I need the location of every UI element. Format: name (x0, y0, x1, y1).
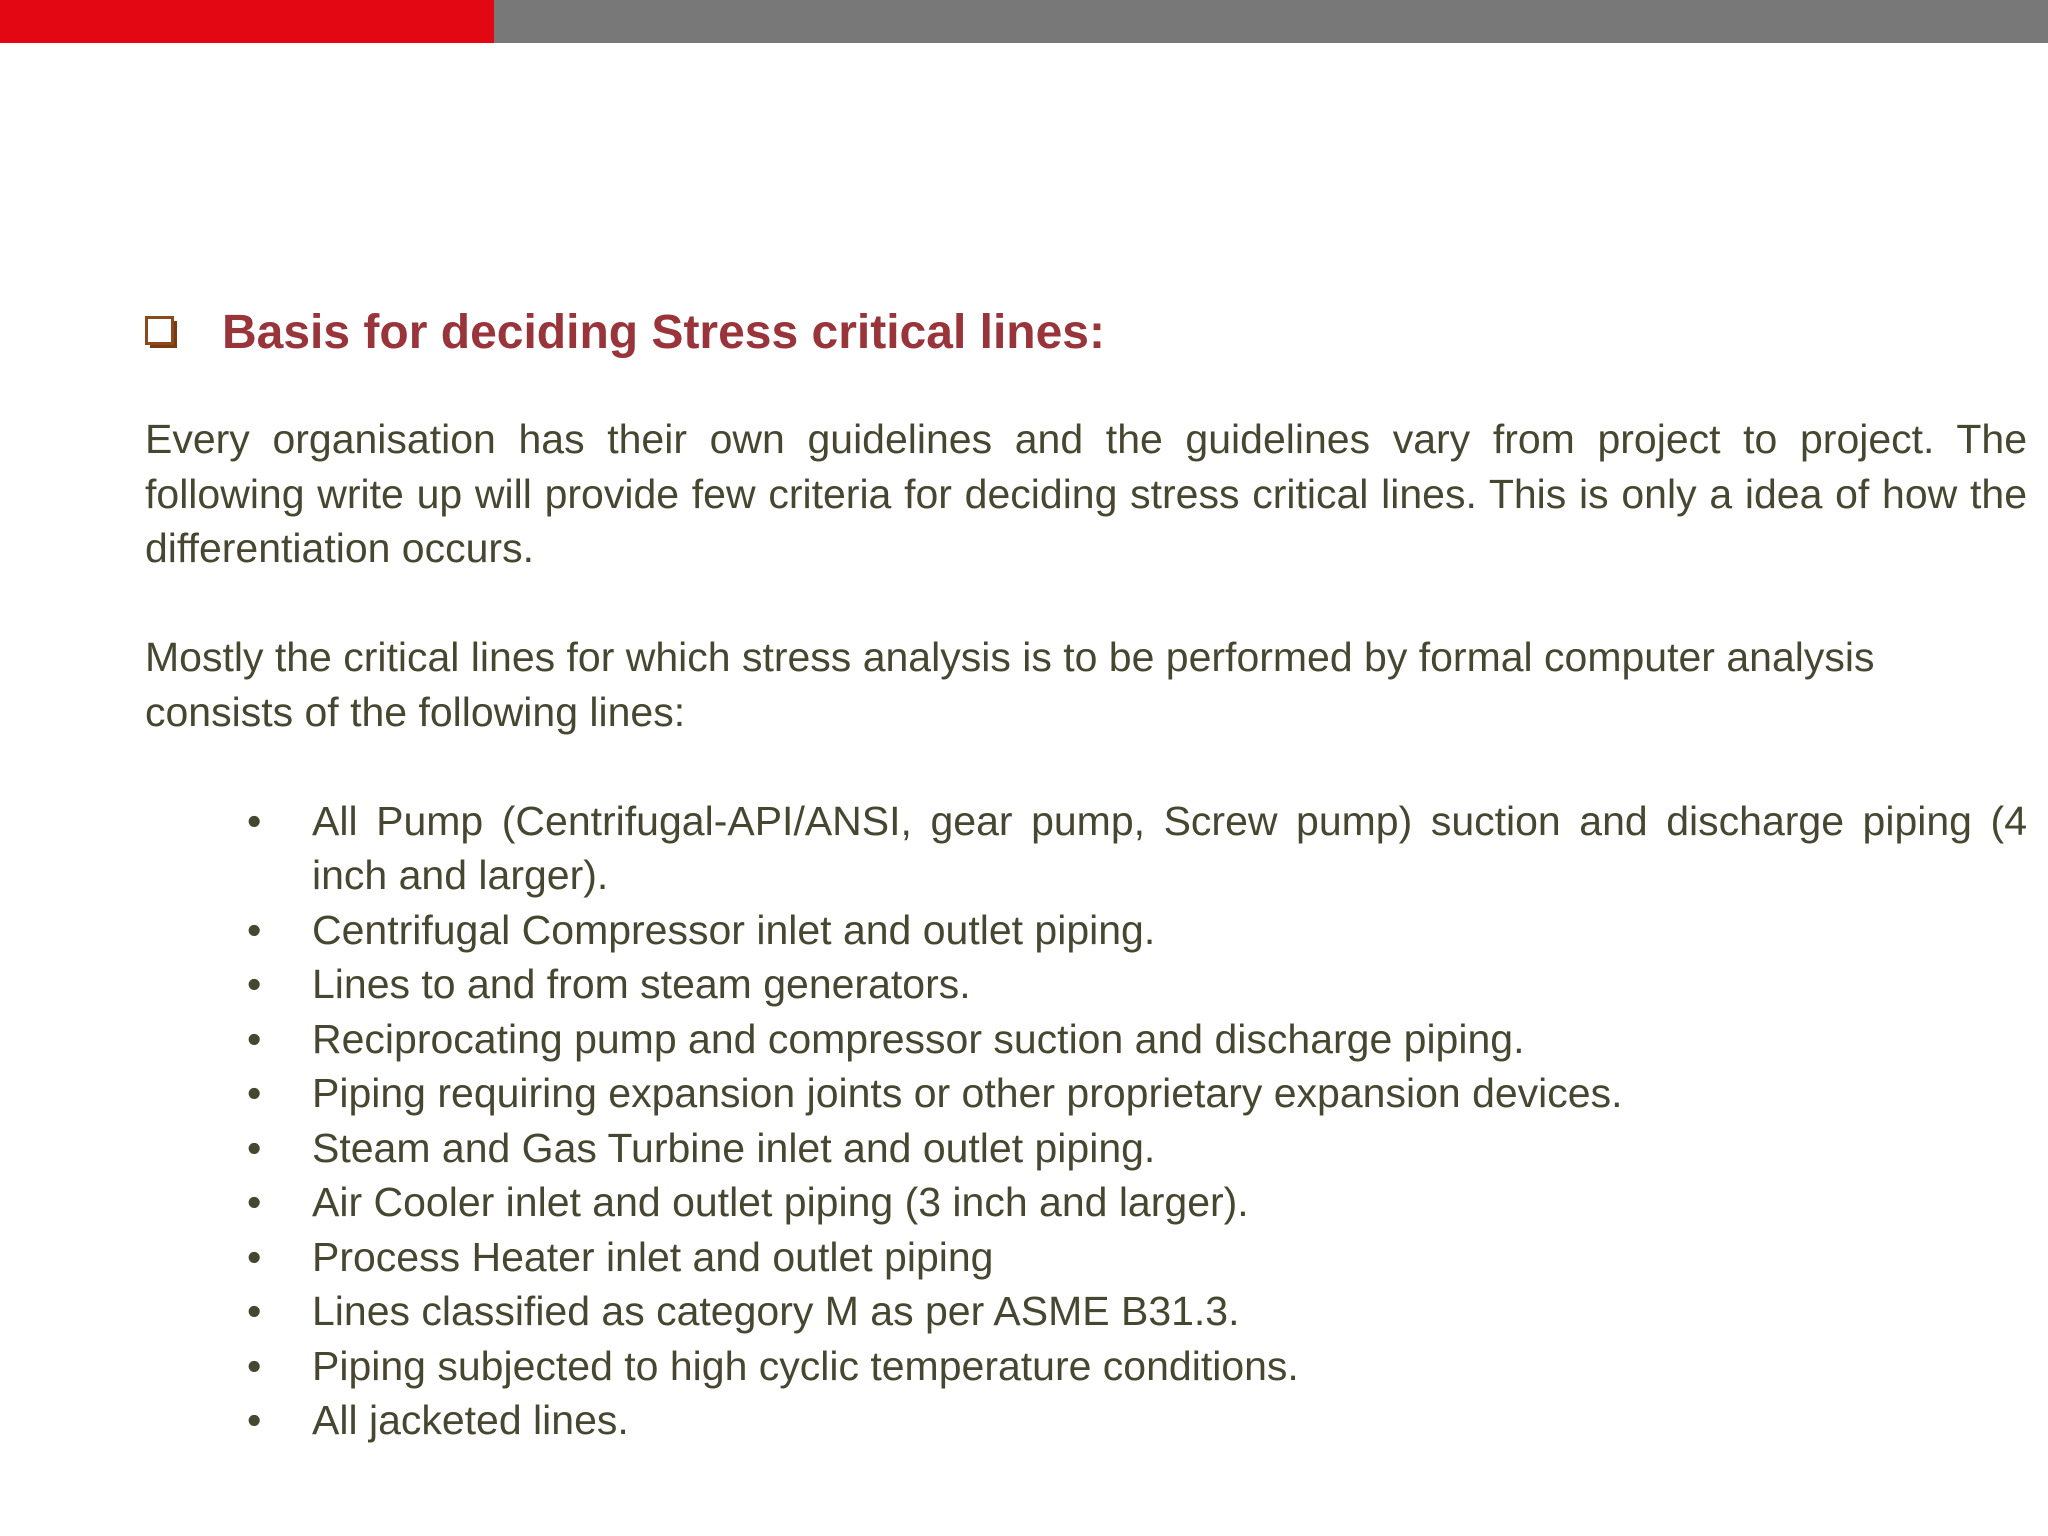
list-item-text: Centrifugal Compressor inlet and outlet piping. (312, 906, 1156, 953)
list-item (145, 1230, 2027, 1285)
list-item (145, 1339, 2027, 1394)
slide-body (145, 412, 2027, 1448)
list-item-text: Lines to and from steam generators. (312, 961, 971, 1007)
list-item-text: Air Cooler inlet and outlet piping (3 inch and larger). (312, 1179, 1249, 1225)
bullet-dot: • (247, 797, 262, 844)
section-heading (145, 305, 1105, 360)
intro-paragraph: Every organisation has their own guidelines and the guidelines vary from project to project. The following write up will provide few criteria for deciding stress critical lines. This is only a idea of how the differentiation occurs. (145, 416, 2027, 571)
list-item-text: All jacketed lines. (312, 1397, 629, 1443)
list-item-text: Piping requiring expansion joints or other proprietary expansion devices. (312, 1070, 1623, 1116)
bullet-dot: • (247, 1288, 262, 1334)
list-item (145, 1175, 2027, 1230)
top-banner (0, 0, 2048, 43)
list-item-text: Steam and Gas Turbine inlet and outlet piping. (312, 1124, 1156, 1171)
list-item (145, 1284, 2027, 1339)
critical-lines-list (145, 794, 2027, 1448)
hollow-square-bullet-icon (145, 316, 179, 350)
top-banner-red-accent (0, 0, 494, 43)
list-item-text: All Pump (Centrifugal-API/ANSI, gear pump, Screw pump) suction and discharge piping (4 inch and larger). (312, 797, 2027, 898)
list-item (145, 794, 2027, 903)
bullet-dot: • (247, 906, 262, 953)
list-item (145, 1121, 2027, 1176)
bullet-dot: • (247, 1342, 262, 1389)
critical-lines-paragraph: Mostly the critical lines for which stress analysis is to be performed by formal computer analysis consists of the following lines: (145, 634, 1875, 735)
list-item-text: Reciprocating pump and compressor suction and discharge piping. (312, 1015, 1525, 1062)
list-item-text: Piping subjected to high cyclic temperature conditions. (312, 1342, 1299, 1389)
bullet-dot: • (247, 961, 262, 1007)
section-heading-text: Basis for deciding Stress critical lines: (222, 306, 1105, 359)
list-item (145, 1393, 2027, 1448)
list-item (145, 903, 2027, 958)
bullet-dot: • (247, 1070, 262, 1116)
list-item-text: Process Heater inlet and outlet piping (312, 1233, 994, 1280)
list-item-text: Lines classified as category M as per ASME B31.3. (312, 1288, 1240, 1334)
list-item (145, 1066, 2027, 1121)
list-item (145, 1012, 2027, 1067)
bullet-dot: • (247, 1179, 262, 1225)
top-banner-gray-band (494, 0, 2048, 43)
list-item (145, 957, 2027, 1012)
bullet-dot: • (247, 1397, 262, 1443)
bullet-dot: • (247, 1015, 262, 1062)
bullet-dot: • (247, 1233, 262, 1280)
bullet-dot: • (247, 1124, 262, 1171)
